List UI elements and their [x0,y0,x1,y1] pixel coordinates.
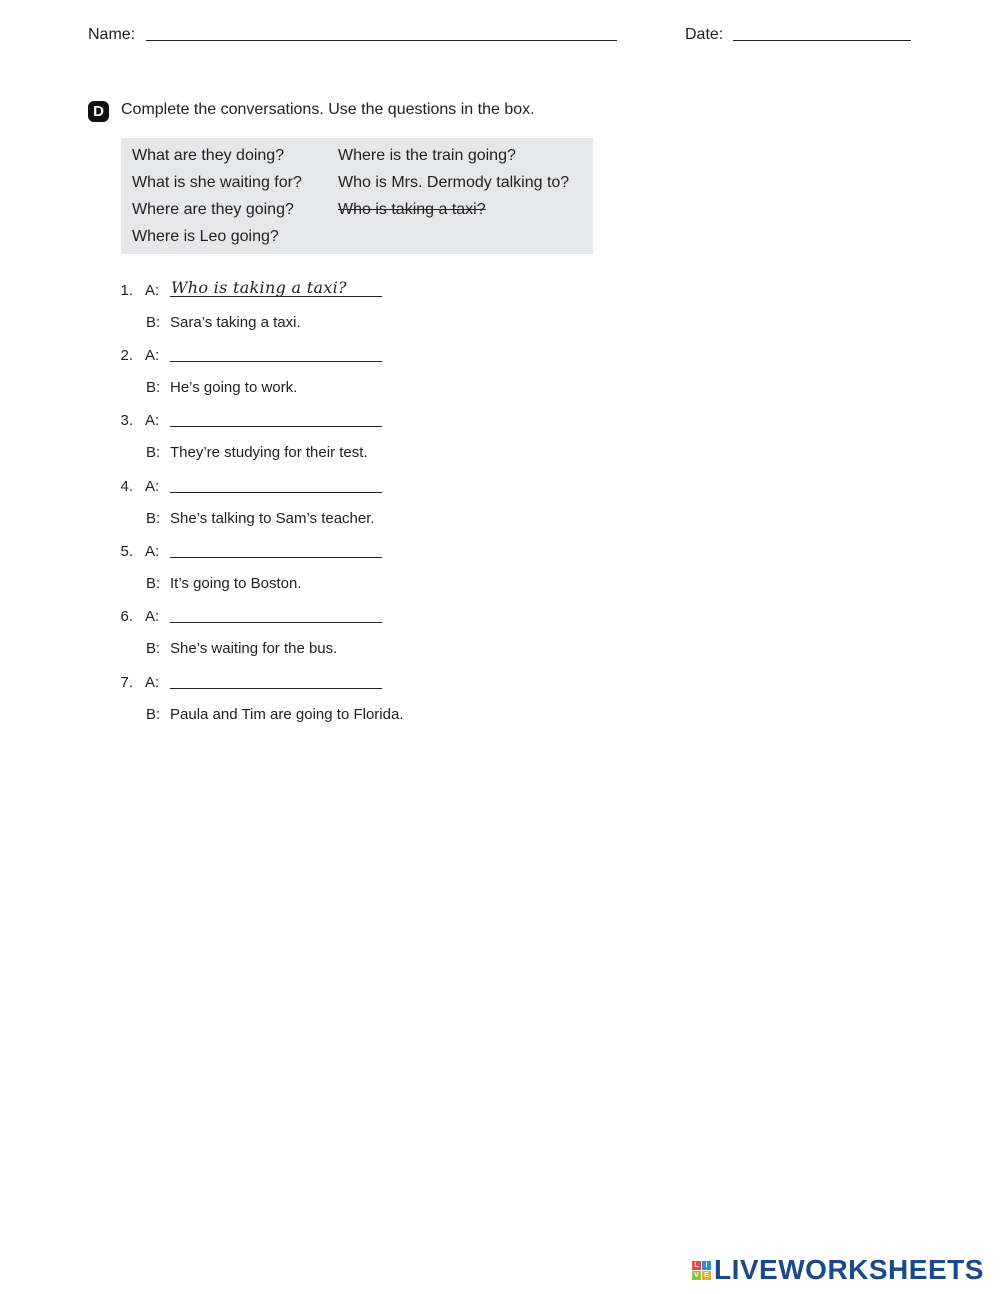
box-question-crossed-out: Who is taking a taxi? [338,201,486,218]
liveworksheets-logo[interactable] [692,1254,984,1286]
box-question: Where are they going? [132,201,294,218]
item-number: 5. [120,543,133,560]
answer-blank[interactable] [170,557,382,558]
speaker-b-label: B: [146,314,161,331]
item-number: 3. [120,412,133,429]
instruction-text: Complete the conversations. Use the questions in the box. [121,101,535,118]
answer-blank[interactable] [170,492,382,493]
item-number: 1. [120,282,133,299]
speaker-b-text: They’re studying for their test. [170,444,368,461]
speaker-b-label: B: [146,379,161,396]
logo-tile: I [702,1261,711,1270]
answer-blank[interactable] [170,361,382,362]
speaker-b-label: B: [146,444,161,461]
speaker-b-text: He’s going to work. [170,379,298,396]
speaker-a-label: A: [145,347,160,364]
item-number: 7. [120,674,133,691]
speaker-a-label: A: [145,412,160,429]
box-question: Who is Mrs. Dermody talking to? [338,174,570,191]
speaker-b-label: B: [146,575,161,592]
date-field[interactable] [733,40,911,41]
box-question: What is she waiting for? [132,174,302,191]
speaker-a-label: A: [145,478,160,495]
exercise-badge: D [88,101,109,122]
speaker-b-text: Paula and Tim are going to Florida. [170,706,404,723]
speaker-a-label: A: [145,543,160,560]
logo-tile: V [692,1271,701,1280]
box-question: What are they doing? [132,147,285,164]
speaker-b-label: B: [146,640,161,657]
answer-blank[interactable] [170,688,382,689]
logo-text: LIVEWORKSHEETS [714,1254,984,1285]
box-question: Where is Leo going? [132,228,279,245]
speaker-b-text: It’s going to Boston. [170,575,302,592]
speaker-a-label: A: [145,282,160,299]
answer-blank[interactable] [170,622,382,623]
speaker-a-label: A: [145,608,160,625]
speaker-b-text: Sara’s taking a taxi. [170,314,301,331]
logo-tile: L [692,1261,701,1270]
logo-tile: E [702,1271,711,1280]
item-number: 4. [120,478,133,495]
answer-blank[interactable] [170,296,382,297]
speaker-b-label: B: [146,510,161,527]
name-label: Name: [88,26,136,43]
speaker-b-label: B: [146,706,161,723]
answer-blank[interactable] [170,426,382,427]
item-number: 2. [120,347,133,364]
item-number: 6. [120,608,133,625]
date-label: Date: [685,26,724,43]
name-field[interactable] [146,40,617,41]
speaker-a-label: A: [145,674,160,691]
answer-example: Who is taking a taxi? [171,278,347,297]
box-question: Where is the train going? [338,147,516,164]
logo-mark-icon [692,1261,711,1280]
speaker-b-text: She’s talking to Sam’s teacher. [170,510,375,527]
speaker-b-text: She’s waiting for the bus. [170,640,338,657]
